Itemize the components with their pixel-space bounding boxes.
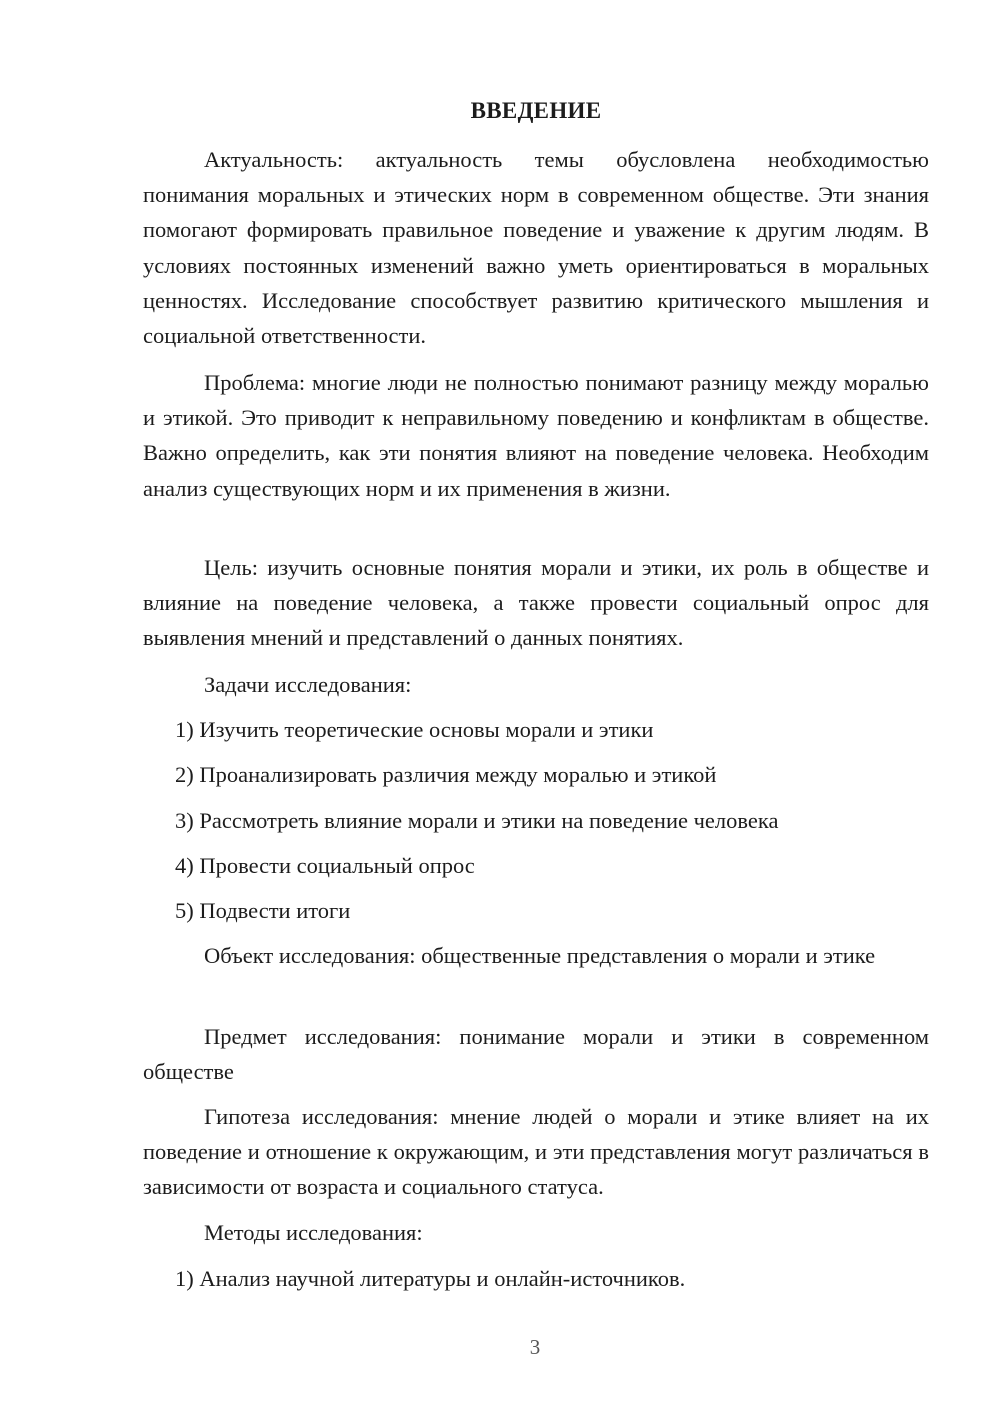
methods-heading: Методы исследования:	[204, 1220, 423, 1245]
task-item-5: 5) Подвести итоги	[175, 898, 351, 923]
task-item-3: 3) Рассмотреть влияние морали и этики на поведение человека	[175, 808, 779, 833]
task-item-4: 4) Провести социальный опрос	[175, 853, 475, 878]
paragraph-goal: Цель: изучить основные понятия морали и этики, их роль в обществе и влияние на поведение человека, а также провести социальный опрос для выявления мнений и представлений о данных понятиях.	[143, 555, 929, 651]
paragraph-object: Объект исследования: общественные представления о морали и этике	[204, 943, 876, 968]
tasks-heading: Задачи исследования:	[204, 672, 412, 697]
paragraph-relevance: Актуальность: актуальность темы обусловлена необходимостью понимания моральных и этических норм в современном обществе. Эти знания помогают формировать правильное поведение и уважение к другим людям. В условиях постоянных изменений важно уметь ориентироваться в моральных ценностях. Исследование способствует развитию критического мышления и социальной ответственности.	[143, 147, 929, 349]
task-item-2: 2) Проанализировать различия между моралью и этикой	[175, 762, 717, 787]
paragraph-subject: Предмет исследования: понимание морали и этики в современном обществе	[143, 1024, 929, 1085]
page-number: 3	[529, 1335, 541, 1359]
method-item-1: 1) Анализ научной литературы и онлайн-источников.	[175, 1266, 686, 1291]
task-item-1: 1) Изучить теоретические основы морали и этики	[175, 717, 654, 742]
paragraph-problem: Проблема: многие люди не полностью понимают разницу между моралью и этикой. Это приводит к неправильному поведению и конфликтам в обществе. Важно определить, как эти понятия влияют на поведение человека. Необходим анализ существующих норм и их применения в жизни.	[143, 370, 929, 501]
page-title: ВВЕДЕНИЕ	[470, 98, 602, 123]
paragraph-hypothesis: Гипотеза исследования: мнение людей о морали и этике влияет на их поведение и отношение к окружающим, и эти представления могут различаться в зависимости от возраста и социального статуса.	[143, 1104, 929, 1200]
